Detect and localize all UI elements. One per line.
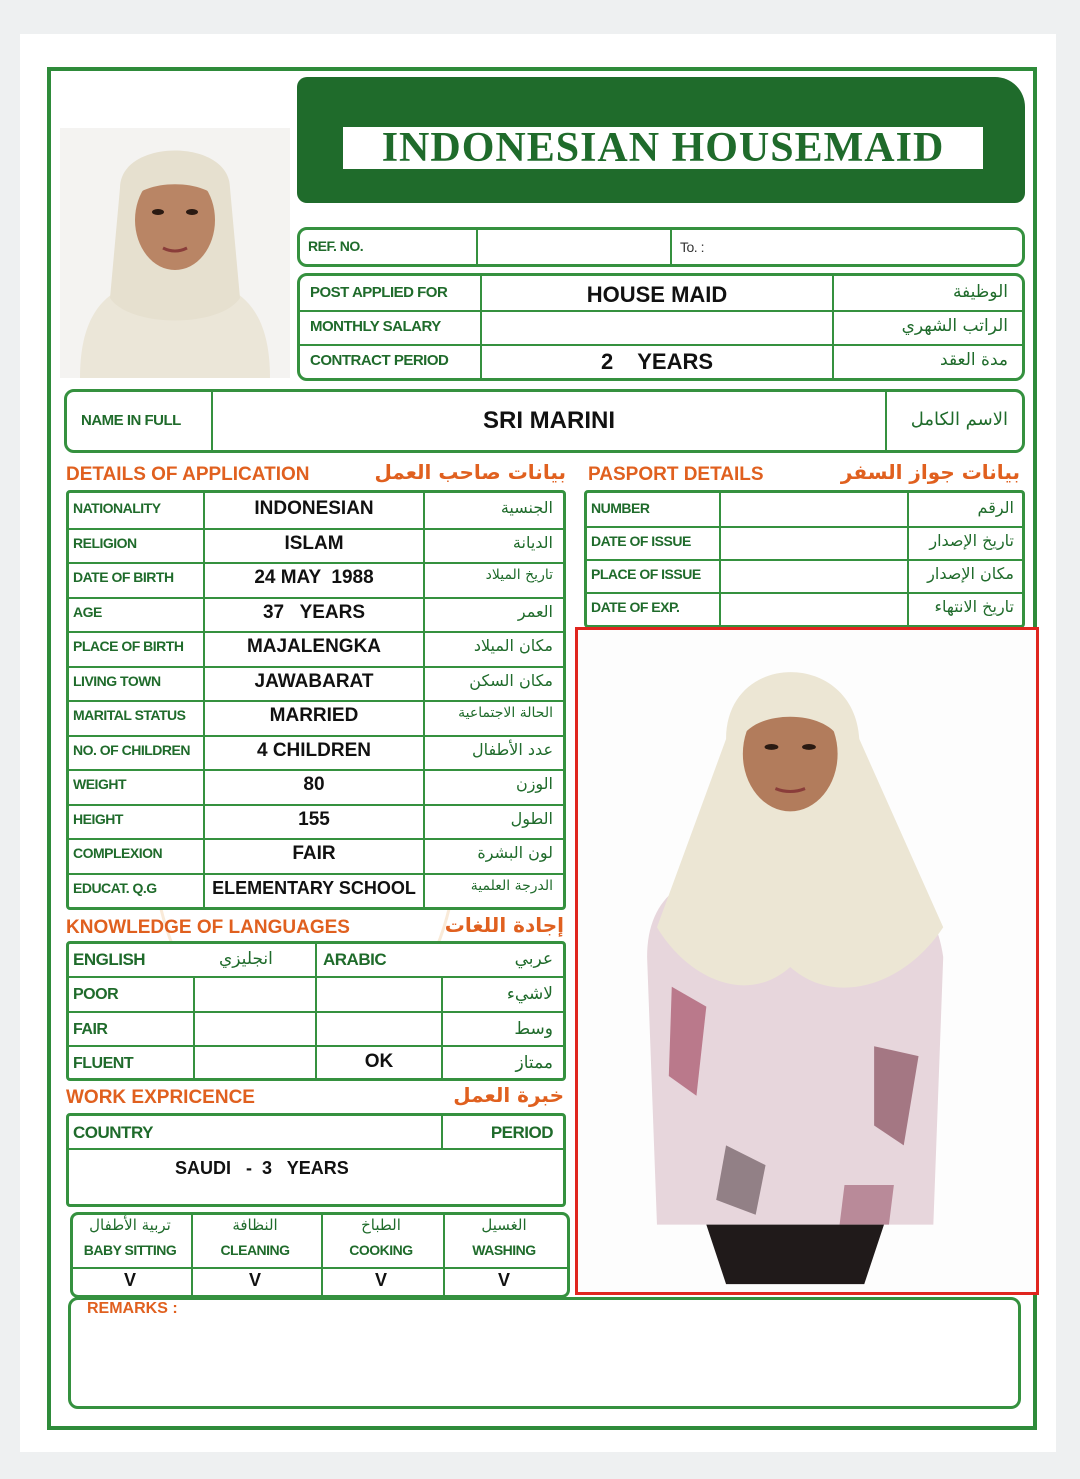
post-label: POST APPLIED FOR: [310, 284, 448, 301]
skill-checkmark: V: [123, 1270, 136, 1290]
skill-arabic: تربية الأطفال: [89, 1216, 171, 1234]
app-row-label: AGE: [73, 603, 102, 620]
lang-row-arabic: OK: [364, 1051, 394, 1072]
app-row-label: NATIONALITY: [73, 500, 161, 517]
name-label: NAME IN FULL: [81, 412, 181, 429]
app-row-arabic: لون البشرة: [477, 843, 553, 863]
passport-section-title-ar: بيانات جواز السفر: [840, 460, 1020, 484]
lang-row-label: POOR: [73, 986, 119, 1003]
app-row-arabic: عدد الأطفال: [471, 739, 553, 759]
work-section-title-ar: خبرة العمل: [453, 1083, 564, 1107]
english-arabic: انجليزي: [219, 949, 273, 969]
app-row-arabic: الحالة الاجتماعية: [458, 705, 553, 722]
app-row-value: 37 YEARS: [262, 601, 366, 623]
app-row-label: RELIGION: [73, 534, 137, 551]
name-box: [64, 389, 1025, 453]
contract-label: CONTRACT PERIOD: [310, 352, 449, 369]
skill-arabic: الطباخ: [361, 1216, 401, 1234]
skill-label: BABY SITTING: [83, 1242, 177, 1258]
app-row-arabic: الجنسية: [500, 498, 553, 518]
post-value: HOUSE MAID: [586, 282, 728, 307]
application-section-title: DETAILS OF APPLICATION: [66, 464, 310, 485]
lang-row-ar: لاشيء: [506, 984, 553, 1004]
arabic-arabic: عربي: [514, 949, 553, 969]
app-row-label: PLACE OF BIRTH: [73, 638, 184, 655]
passport-row-arabic: الرقم: [977, 497, 1014, 517]
full-body-photo: [575, 627, 1039, 1295]
app-row-arabic: مكان السكن: [469, 670, 553, 690]
passport-row-label: DATE OF EXP.: [591, 598, 680, 615]
passport-table: [584, 490, 1025, 628]
app-row-label: NO. OF CHILDREN: [73, 741, 190, 758]
work-entry: SAUDI - 3 YEARS: [175, 1158, 349, 1178]
app-row-value: MAJALENGKA: [246, 636, 382, 658]
passport-row-label: NUMBER: [591, 499, 650, 516]
ref-no-label: REF. NO.: [308, 238, 364, 254]
passport-row-label: DATE OF ISSUE: [591, 532, 691, 549]
app-row-value: 24 MAY 1988: [254, 567, 374, 589]
skill-arabic: النظافة: [232, 1216, 278, 1234]
skill-checkmark: V: [497, 1270, 510, 1290]
app-row-arabic: الطول: [510, 808, 553, 828]
salary-arabic: الراتب الشهري: [901, 316, 1008, 336]
post-arabic: الوظيفة: [952, 282, 1008, 302]
name-value: SRI MARINI: [483, 407, 615, 434]
app-row-value: ISLAM: [284, 532, 344, 554]
app-row-arabic: الوزن: [515, 774, 553, 794]
skill-label: COOKING: [349, 1242, 413, 1258]
english-label: ENGLISH: [73, 950, 146, 969]
period-label: PERIOD: [490, 1123, 553, 1142]
application-section-title-ar: بيانات صاحب العمل: [374, 460, 566, 484]
work-section-title: WORK EXPRICENCE: [66, 1087, 255, 1108]
app-row-label: DATE OF BIRTH: [73, 569, 174, 586]
remarks-box: [68, 1297, 1021, 1409]
app-row-value: ELEMENTARY SCHOOL: [212, 877, 416, 898]
to-label: To. :: [680, 239, 704, 255]
app-row-label: LIVING TOWN: [73, 672, 161, 689]
skill-checkmark: V: [248, 1270, 261, 1290]
ref-box: [297, 227, 1025, 267]
skill-label: WASHING: [472, 1242, 536, 1258]
document-title: INDONESIAN HOUSEMAID: [381, 125, 945, 171]
languages-section-title: KNOWLEDGE OF LANGUAGES: [66, 917, 350, 938]
app-row-label: MARITAL STATUS: [73, 707, 186, 724]
title-box: [340, 124, 986, 172]
skill-checkmark: V: [374, 1270, 387, 1290]
app-row-value: FAIR: [292, 843, 336, 865]
app-row-label: EDUCAT. Q.G: [73, 879, 157, 896]
app-row-value: INDONESIAN: [254, 498, 374, 520]
lang-row-label: FAIR: [73, 1021, 108, 1038]
country-label: COUNTRY: [73, 1123, 153, 1142]
app-row-arabic: العمر: [517, 601, 553, 621]
app-row-value: MARRIED: [269, 705, 359, 727]
passport-row-arabic: تاريخ الانتهاء: [934, 596, 1014, 616]
app-row-arabic: الدرجة العلمية: [470, 877, 553, 894]
remarks-label: REMARKS :: [87, 1300, 178, 1317]
skill-arabic: الغسيل: [481, 1216, 527, 1234]
contract-arabic: مدة العقد: [940, 350, 1008, 370]
app-row-value: 4 CHILDREN: [256, 739, 371, 761]
passport-section-title: PASPORT DETAILS: [588, 464, 764, 485]
lang-row-label: FLUENT: [73, 1055, 134, 1072]
languages-section-title-ar: إجادة اللغات: [444, 913, 564, 937]
app-row-label: WEIGHT: [73, 776, 126, 793]
portrait-photo: [60, 128, 290, 378]
application-table: [66, 490, 566, 910]
passport-row-label: PLACE OF ISSUE: [591, 565, 701, 582]
passport-row-arabic: تاريخ الإصدار: [929, 530, 1014, 550]
app-row-value: 155: [298, 808, 330, 830]
app-row-label: COMPLEXION: [73, 845, 163, 862]
salary-label: MONTHLY SALARY: [310, 318, 441, 335]
app-row-arabic: تاريخ الميلاد: [485, 567, 553, 584]
app-row-arabic: الديانة: [512, 532, 553, 552]
lang-row-ar: وسط: [514, 1019, 553, 1039]
arabic-label: ARABIC: [323, 950, 387, 969]
passport-row-arabic: مكان الإصدار: [927, 563, 1014, 583]
name-arabic: الاسم الكامل: [910, 409, 1008, 430]
lang-row-ar: ممتاز: [515, 1053, 553, 1073]
app-row-value: JAWABARAT: [254, 670, 374, 692]
app-row-value: 80: [303, 774, 325, 796]
languages-table: [66, 941, 566, 1081]
work-table: [66, 1113, 566, 1207]
contract-value: 2 YEARS: [600, 349, 714, 374]
app-row-label: HEIGHT: [73, 810, 123, 827]
skill-label: CLEANING: [220, 1242, 290, 1258]
job-box: [297, 273, 1025, 381]
app-row-arabic: مكان الميلاد: [473, 636, 553, 656]
